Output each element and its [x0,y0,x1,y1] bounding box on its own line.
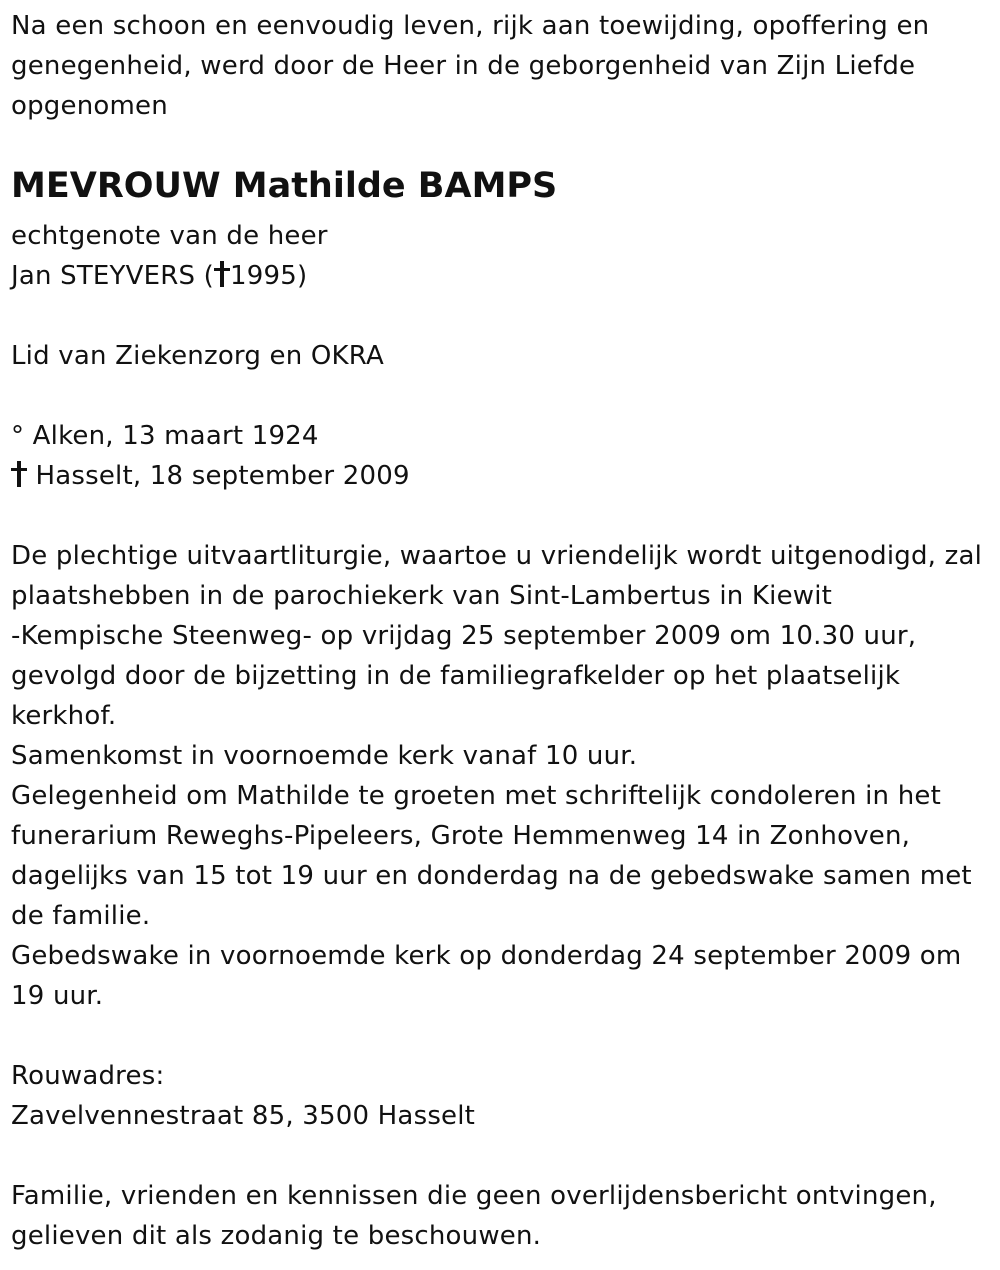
funeral-line: -Kempische Steenweg- op vrijdag 25 september 2009 om 10.30 uur, [11,621,917,651]
cross-icon [214,261,230,287]
funeral-line: plaatshebben in de parochiekerk van Sint-Lambertus in Kiewit [11,581,833,611]
cross-icon [11,461,27,487]
death-date: Hasselt, 18 september 2009 [35,461,410,491]
funeral-line: Gelegenheid om Mathilde te groeten met schriftelijk condoleren in het [11,781,941,811]
spacer [11,496,991,536]
obituary-notice [11,6,991,1256]
spacer [11,296,991,336]
death-line [11,456,991,496]
address-value: Zavelvennestraat 85, 3500 Hasselt [11,1101,476,1131]
closing-line: Familie, vrienden en kennissen die geen overlijdensbericht ontvingen, [11,1181,937,1211]
birth-date: ° Alken, 13 maart 1924 [11,421,319,451]
funeral-line: gevolgd door de bijzetting in de familiegrafkelder op het plaatselijk [11,661,901,691]
funeral-line: de familie. [11,901,151,931]
deceased-name: MEVROUW Mathilde BAMPS [11,166,558,206]
spacer [11,1016,991,1056]
spouse-line [11,256,991,296]
address-label: Rouwadres: [11,1061,165,1091]
membership: Lid van Ziekenzorg en OKRA [11,341,384,371]
intro-line: Na een schoon en eenvoudig leven, rijk aan toewijding, opoffering en [11,11,930,41]
spouse-name: Jan STEYVERS ( [11,261,215,291]
funeral-line: dagelijks van 15 tot 19 uur en donderdag na de gebedswake samen met [11,861,972,891]
funeral-line: kerkhof. [11,701,117,731]
intro-line: genegenheid, werd door de Heer in de geborgenheid van Zijn Liefde [11,51,916,81]
funeral-line: De plechtige uitvaartliturgie, waartoe u vriendelijk wordt uitgenodigd, zal [11,541,983,571]
spacer [11,1136,991,1176]
intro-line: opgenomen [11,91,168,121]
spacer [11,376,991,416]
funeral-line: 19 uur. [11,981,104,1011]
spouse-relation: echtgenote van de heer [11,221,328,251]
spouse-death-year: 1995) [230,261,308,291]
closing-line: gelieven dit als zodanig te beschouwen. [11,1221,542,1251]
funeral-line: Gebedswake in voornoemde kerk op donderdag 24 september 2009 om [11,941,962,971]
funeral-line: Samenkomst in voornoemde kerk vanaf 10 uur. [11,741,638,771]
funeral-line: funerarium Reweghs-Pipeleers, Grote Hemmenweg 14 in Zonhoven, [11,821,911,851]
